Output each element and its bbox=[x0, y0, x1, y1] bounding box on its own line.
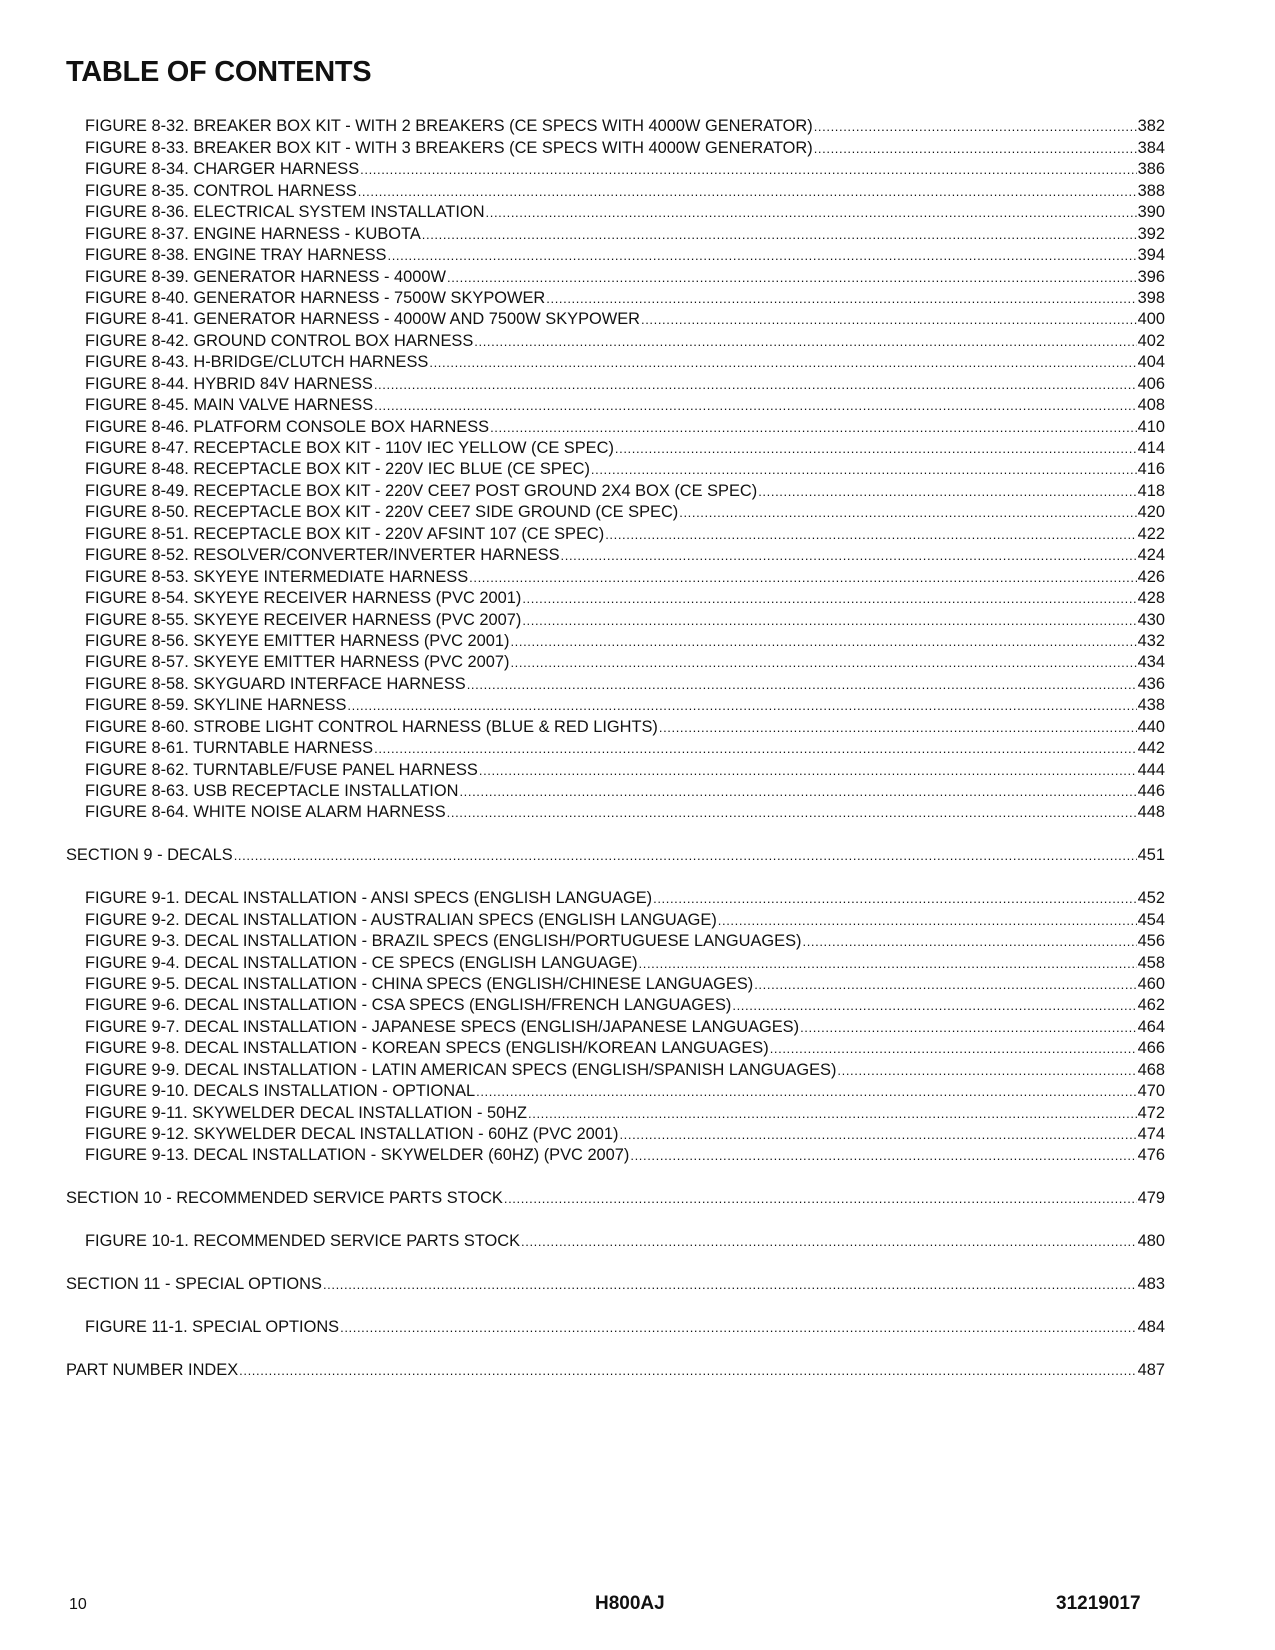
toc-figure-entry[interactable] bbox=[66, 1144, 1165, 1165]
toc-figure-entry[interactable] bbox=[66, 1230, 1165, 1251]
toc-figure-entry[interactable] bbox=[66, 136, 1165, 157]
dot-leader bbox=[659, 718, 1137, 737]
toc-entry-page: 418 bbox=[1137, 481, 1165, 500]
toc-figure-entry[interactable] bbox=[66, 608, 1165, 629]
dot-leader bbox=[561, 546, 1137, 565]
toc-entry-label: FIGURE 8-49. RECEPTACLE BOX KIT - 220V CEE7 POST GROUND 2X4 BOX (CE SPEC) bbox=[85, 481, 758, 500]
dot-leader bbox=[347, 696, 1136, 715]
toc-entry-page: 460 bbox=[1137, 974, 1165, 993]
toc-figure-entry[interactable] bbox=[66, 479, 1165, 500]
toc-entry-page: 432 bbox=[1137, 631, 1165, 650]
toc-entry-label: FIGURE 8-60. STROBE LIGHT CONTROL HARNESS (BLUE & RED LIGHTS) bbox=[85, 717, 658, 736]
toc-section-entry[interactable] bbox=[66, 1273, 1165, 1294]
toc-entry-label: FIGURE 8-33. BREAKER BOX KIT - WITH 3 BREAKERS (CE SPECS WITH 4000W GENERATOR) bbox=[85, 138, 813, 157]
toc-figure-entry[interactable] bbox=[66, 244, 1165, 265]
toc-entry-label: FIGURE 9-10. DECALS INSTALLATION - OPTIONAL bbox=[85, 1082, 476, 1101]
toc-entry-page: 466 bbox=[1137, 1039, 1165, 1058]
dot-leader bbox=[770, 1039, 1137, 1058]
toc-entry-label: FIGURE 9-7. DECAL INSTALLATION - JAPANESE SPECS (ENGLISH/JAPANESE LANGUAGES) bbox=[85, 1017, 800, 1036]
toc-entry-label: FIGURE 8-64. WHITE NOISE ALARM HARNESS bbox=[85, 803, 446, 822]
toc-entry-page: 404 bbox=[1137, 353, 1165, 372]
toc-entry-page: 448 bbox=[1137, 803, 1165, 822]
toc-figure-entry[interactable] bbox=[66, 587, 1165, 608]
toc-entry-page: 470 bbox=[1137, 1082, 1165, 1101]
toc-entry-label: SECTION 9 - DECALS bbox=[66, 846, 233, 865]
dot-leader bbox=[447, 268, 1137, 287]
dot-leader bbox=[422, 225, 1137, 244]
dot-leader bbox=[605, 525, 1136, 544]
toc-figure-entry[interactable] bbox=[66, 887, 1165, 908]
toc-figure-entry[interactable] bbox=[66, 994, 1165, 1015]
toc-entry-page: 426 bbox=[1137, 567, 1165, 586]
dot-leader bbox=[718, 911, 1137, 930]
toc-entry-page: 438 bbox=[1137, 696, 1165, 715]
toc-figure-entry[interactable] bbox=[66, 115, 1165, 136]
footer-doc-number: 31219017 bbox=[1056, 1593, 1141, 1614]
toc-figure-entry[interactable] bbox=[66, 801, 1165, 822]
toc-figure-entry[interactable] bbox=[66, 694, 1165, 715]
toc-entry-label: FIGURE 8-45. MAIN VALVE HARNESS bbox=[85, 396, 374, 415]
toc-entry-label: FIGURE 8-36. ELECTRICAL SYSTEM INSTALLATION bbox=[85, 203, 485, 222]
toc-figure-entry[interactable] bbox=[66, 372, 1165, 393]
toc-entry-page: 408 bbox=[1137, 396, 1165, 415]
toc-figure-entry[interactable] bbox=[66, 265, 1165, 286]
toc-entry-label: SECTION 10 - RECOMMENDED SERVICE PARTS STOCK bbox=[66, 1189, 503, 1208]
toc-entry-label: FIGURE 8-37. ENGINE HARNESS - KUBOTA bbox=[85, 224, 421, 243]
dot-leader bbox=[360, 160, 1136, 179]
toc-entry-page: 400 bbox=[1137, 310, 1165, 329]
toc-section-entry[interactable] bbox=[66, 844, 1165, 865]
dot-leader bbox=[803, 932, 1137, 951]
toc-entry-label: FIGURE 11-1. SPECIAL OPTIONS bbox=[85, 1317, 340, 1336]
toc-entry-label: FIGURE 8-39. GENERATOR HARNESS - 4000W bbox=[85, 267, 446, 286]
toc-section-entry[interactable] bbox=[66, 1358, 1165, 1379]
toc-entry-page: 442 bbox=[1137, 739, 1165, 758]
toc-entry-label: FIGURE 8-51. RECEPTACLE BOX KIT - 220V AFSINT 107 (CE SPEC) bbox=[85, 524, 605, 543]
toc-figure-entry[interactable] bbox=[66, 930, 1165, 951]
toc-section-entry[interactable] bbox=[66, 1187, 1165, 1208]
dot-leader bbox=[374, 396, 1137, 415]
toc-entry-label: FIGURE 8-44. HYBRID 84V HARNESS bbox=[85, 374, 373, 393]
dot-leader bbox=[641, 310, 1137, 329]
dot-leader bbox=[522, 611, 1136, 630]
toc-entry-page: 384 bbox=[1137, 138, 1165, 157]
toc-entry-label: FIGURE 8-43. H-BRIDGE/CLUTCH HARNESS bbox=[85, 353, 429, 372]
toc-entry-label: FIGURE 9-9. DECAL INSTALLATION - LATIN AMERICAN SPECS (ENGLISH/SPANISH LANGUAGES) bbox=[85, 1060, 837, 1079]
dot-leader bbox=[358, 182, 1137, 201]
dot-leader bbox=[504, 1189, 1137, 1208]
toc-entry-label: FIGURE 8-58. SKYGUARD INTERFACE HARNESS bbox=[85, 674, 466, 693]
toc-entry-page: 476 bbox=[1137, 1146, 1165, 1165]
toc-entry-page: 410 bbox=[1137, 417, 1165, 436]
toc-entry-page: 440 bbox=[1137, 717, 1165, 736]
toc-entry-page: 428 bbox=[1137, 589, 1165, 608]
toc-entry-label: FIGURE 9-13. DECAL INSTALLATION - SKYWELDER (60HZ) (PVC 2007) bbox=[85, 1146, 630, 1165]
toc-entry-page: 468 bbox=[1137, 1060, 1165, 1079]
toc-entry-label: FIGURE 9-6. DECAL INSTALLATION - CSA SPECS (ENGLISH/FRENCH LANGUAGES) bbox=[85, 996, 732, 1015]
dot-leader bbox=[754, 975, 1136, 994]
dot-leader bbox=[630, 1146, 1136, 1165]
toc-entry-label: FIGURE 8-59. SKYLINE HARNESS bbox=[85, 696, 347, 715]
toc-entry-label: FIGURE 8-38. ENGINE TRAY HARNESS bbox=[85, 246, 387, 265]
toc-figure-entry[interactable] bbox=[66, 458, 1165, 479]
toc-list bbox=[66, 115, 1165, 1380]
toc-entry-page: 474 bbox=[1137, 1125, 1165, 1143]
dot-leader bbox=[732, 996, 1136, 1015]
toc-entry-label: FIGURE 8-48. RECEPTACLE BOX KIT - 220V IEC BLUE (CE SPEC) bbox=[85, 460, 590, 479]
toc-entry-page: 386 bbox=[1137, 160, 1165, 179]
toc-entry-page: 402 bbox=[1137, 331, 1165, 350]
toc-figure-entry[interactable] bbox=[66, 394, 1165, 415]
toc-entry-page: 434 bbox=[1137, 653, 1165, 672]
toc-entry-page: 398 bbox=[1137, 288, 1165, 307]
toc-figure-entry[interactable] bbox=[66, 222, 1165, 243]
toc-entry-label: FIGURE 8-50. RECEPTACLE BOX KIT - 220V CEE7 SIDE GROUND (CE SPEC) bbox=[85, 503, 679, 522]
toc-entry-page: 483 bbox=[1137, 1275, 1165, 1294]
page-title: TABLE OF CONTENTS bbox=[66, 56, 372, 88]
toc-entry-page: 420 bbox=[1137, 503, 1165, 522]
toc-entry-page: 454 bbox=[1137, 910, 1165, 929]
toc-entry-page: 480 bbox=[1137, 1232, 1165, 1251]
toc-entry-page: 390 bbox=[1137, 203, 1165, 222]
toc-figure-entry[interactable] bbox=[66, 179, 1165, 200]
toc-entry-label: FIGURE 8-47. RECEPTACLE BOX KIT - 110V IEC YELLOW (CE SPEC) bbox=[85, 439, 614, 457]
toc-entry-label: FIGURE 8-54. SKYEYE RECEIVER HARNESS (PVC 2001) bbox=[85, 589, 522, 608]
toc-entry-label: FIGURE 9-11. SKYWELDER DECAL INSTALLATION - 50HZ bbox=[85, 1103, 528, 1122]
toc-figure-entry[interactable] bbox=[66, 501, 1165, 522]
toc-figure-entry[interactable] bbox=[66, 715, 1165, 736]
toc-entry-page: 392 bbox=[1137, 224, 1165, 243]
toc-entry-label: FIGURE 8-61. TURNTABLE HARNESS bbox=[85, 739, 374, 758]
toc-entry-page: 479 bbox=[1137, 1189, 1165, 1208]
dot-leader bbox=[469, 568, 1137, 587]
dot-leader bbox=[479, 761, 1137, 780]
toc-entry-label: FIGURE 8-46. PLATFORM CONSOLE BOX HARNESS bbox=[85, 417, 490, 436]
dot-leader bbox=[323, 1275, 1137, 1294]
dot-leader bbox=[447, 803, 1137, 822]
toc-entry-label: FIGURE 8-62. TURNTABLE/FUSE PANEL HARNESS bbox=[85, 760, 478, 779]
toc-entry-label: FIGURE 10-1. RECOMMENDED SERVICE PARTS STOCK bbox=[85, 1232, 521, 1251]
dot-leader bbox=[374, 739, 1137, 758]
toc-entry-label: FIGURE 8-63. USB RECEPTACLE INSTALLATION bbox=[85, 782, 459, 800]
toc-figure-entry[interactable] bbox=[66, 1316, 1165, 1337]
toc-figure-entry[interactable] bbox=[66, 1037, 1165, 1058]
toc-figure-entry[interactable] bbox=[66, 737, 1165, 758]
dot-leader bbox=[837, 1061, 1136, 1080]
toc-figure-entry[interactable] bbox=[66, 630, 1165, 651]
dot-leader bbox=[619, 1125, 1136, 1144]
dot-leader bbox=[639, 954, 1137, 973]
dot-leader bbox=[467, 675, 1137, 694]
dot-leader bbox=[486, 203, 1137, 222]
toc-figure-entry[interactable] bbox=[66, 780, 1165, 801]
toc-entry-page: 396 bbox=[1137, 267, 1165, 286]
dot-leader bbox=[429, 353, 1136, 372]
toc-figure-entry[interactable] bbox=[66, 908, 1165, 929]
dot-leader bbox=[459, 782, 1136, 801]
dot-leader bbox=[591, 460, 1137, 479]
toc-entry-label: FIGURE 9-8. DECAL INSTALLATION - KOREAN SPECS (ENGLISH/KOREAN LANGUAGES) bbox=[85, 1039, 769, 1058]
toc-entry-page: 430 bbox=[1137, 610, 1165, 629]
toc-entry-page: 464 bbox=[1137, 1017, 1165, 1036]
dot-leader bbox=[239, 1361, 1137, 1380]
toc-figure-entry[interactable] bbox=[66, 1080, 1165, 1101]
toc-figure-entry[interactable] bbox=[66, 1015, 1165, 1036]
toc-figure-entry[interactable] bbox=[66, 1058, 1165, 1079]
toc-entry-label: FIGURE 9-4. DECAL INSTALLATION - CE SPECS (ENGLISH LANGUAGE) bbox=[85, 953, 638, 972]
toc-entry-page: 422 bbox=[1137, 524, 1165, 543]
toc-entry-label: FIGURE 8-53. SKYEYE INTERMEDIATE HARNESS bbox=[85, 567, 469, 586]
dot-leader bbox=[528, 1104, 1137, 1123]
toc-entry-label: PART NUMBER INDEX bbox=[66, 1360, 239, 1379]
toc-figure-entry[interactable] bbox=[66, 951, 1165, 972]
toc-entry-page: 451 bbox=[1137, 846, 1165, 865]
toc-figure-entry[interactable] bbox=[66, 565, 1165, 586]
toc-entry-label: FIGURE 8-35. CONTROL HARNESS bbox=[85, 181, 357, 200]
dot-leader bbox=[521, 1232, 1137, 1251]
toc-entry-label: FIGURE 8-56. SKYEYE EMITTER HARNESS (PVC 2001) bbox=[85, 631, 510, 650]
dot-leader bbox=[234, 846, 1137, 865]
dot-leader bbox=[758, 482, 1136, 501]
toc-entry-label: FIGURE 8-57. SKYEYE EMITTER HARNESS (PVC 2007) bbox=[85, 653, 510, 672]
dot-leader bbox=[615, 439, 1137, 458]
toc-entry-page: 446 bbox=[1137, 782, 1165, 800]
toc-entry-label: SECTION 11 - SPECIAL OPTIONS bbox=[66, 1275, 322, 1294]
toc-entry-label: FIGURE 9-1. DECAL INSTALLATION - ANSI SPECS (ENGLISH LANGUAGE) bbox=[85, 889, 653, 908]
toc-figure-entry[interactable] bbox=[66, 201, 1165, 222]
toc-figure-entry[interactable] bbox=[66, 973, 1165, 994]
dot-leader bbox=[510, 632, 1136, 651]
toc-entry-page: 458 bbox=[1137, 953, 1165, 972]
toc-figure-entry[interactable] bbox=[66, 415, 1165, 436]
dot-leader bbox=[340, 1318, 1137, 1337]
toc-figure-entry[interactable] bbox=[66, 351, 1165, 372]
toc-figure-entry[interactable] bbox=[66, 544, 1165, 565]
toc-entry-label: FIGURE 9-2. DECAL INSTALLATION - AUSTRALIAN SPECS (ENGLISH LANGUAGE) bbox=[85, 910, 717, 929]
dot-leader bbox=[814, 117, 1137, 136]
toc-entry-page: 382 bbox=[1137, 117, 1165, 136]
dot-leader bbox=[522, 589, 1136, 608]
toc-entry-label: FIGURE 8-34. CHARGER HARNESS bbox=[85, 160, 360, 179]
toc-entry-page: 416 bbox=[1137, 460, 1165, 479]
dot-leader bbox=[653, 889, 1137, 908]
dot-leader bbox=[679, 503, 1136, 522]
toc-entry-page: 394 bbox=[1137, 246, 1165, 265]
toc-entry-page: 487 bbox=[1137, 1360, 1165, 1379]
toc-entry-page: 414 bbox=[1137, 439, 1165, 457]
toc-entry-label: FIGURE 8-42. GROUND CONTROL BOX HARNESS bbox=[85, 331, 474, 350]
toc-entry-page: 444 bbox=[1137, 760, 1165, 779]
toc-figure-entry[interactable] bbox=[66, 758, 1165, 779]
toc-entry-label: FIGURE 8-52. RESOLVER/CONVERTER/INVERTER HARNESS bbox=[85, 546, 560, 565]
toc-entry-page: 456 bbox=[1137, 932, 1165, 951]
dot-leader bbox=[387, 246, 1136, 265]
dot-leader bbox=[546, 289, 1136, 308]
toc-entry-page: 424 bbox=[1137, 546, 1165, 565]
toc-figure-entry[interactable] bbox=[66, 1101, 1165, 1122]
toc-entry-page: 452 bbox=[1137, 889, 1165, 908]
toc-figure-entry[interactable] bbox=[66, 158, 1165, 179]
dot-leader bbox=[474, 332, 1136, 351]
toc-figure-entry[interactable] bbox=[66, 1123, 1165, 1144]
footer-page-number: 10 bbox=[69, 1596, 87, 1613]
toc-entry-label: FIGURE 8-55. SKYEYE RECEIVER HARNESS (PVC 2007) bbox=[85, 610, 522, 629]
toc-figure-entry[interactable] bbox=[66, 437, 1165, 458]
toc-entry-page: 484 bbox=[1137, 1317, 1165, 1336]
toc-figure-entry[interactable] bbox=[66, 287, 1165, 308]
dot-leader bbox=[490, 418, 1137, 437]
dot-leader bbox=[800, 1018, 1137, 1037]
toc-entry-page: 436 bbox=[1137, 674, 1165, 693]
toc-figure-entry[interactable] bbox=[66, 522, 1165, 543]
toc-figure-entry[interactable] bbox=[66, 672, 1165, 693]
toc-entry-label: FIGURE 9-5. DECAL INSTALLATION - CHINA SPECS (ENGLISH/CHINESE LANGUAGES) bbox=[85, 974, 754, 993]
toc-entry-label: FIGURE 9-12. SKYWELDER DECAL INSTALLATION - 60HZ (PVC 2001) bbox=[85, 1125, 619, 1143]
dot-leader bbox=[510, 653, 1136, 672]
toc-figure-entry[interactable] bbox=[66, 308, 1165, 329]
toc-entry-label: FIGURE 9-3. DECAL INSTALLATION - BRAZIL SPECS (ENGLISH/PORTUGUESE LANGUAGES) bbox=[85, 932, 802, 951]
toc-entry-page: 462 bbox=[1137, 996, 1165, 1015]
toc-entry-label: FIGURE 8-40. GENERATOR HARNESS - 7500W SKYPOWER bbox=[85, 288, 546, 307]
dot-leader bbox=[374, 375, 1137, 394]
dot-leader bbox=[814, 139, 1137, 158]
toc-entry-page: 472 bbox=[1137, 1103, 1165, 1122]
toc-entry-page: 388 bbox=[1137, 181, 1165, 200]
dot-leader bbox=[476, 1082, 1137, 1101]
toc-entry-label: FIGURE 8-41. GENERATOR HARNESS - 4000W AND 7500W SKYPOWER bbox=[85, 310, 640, 329]
toc-figure-entry[interactable] bbox=[66, 329, 1165, 350]
toc-entry-label: FIGURE 8-32. BREAKER BOX KIT - WITH 2 BREAKERS (CE SPECS WITH 4000W GENERATOR) bbox=[85, 117, 813, 136]
footer-model: H800AJ bbox=[595, 1593, 665, 1614]
toc-figure-entry[interactable] bbox=[66, 651, 1165, 672]
toc-entry-page: 406 bbox=[1137, 374, 1165, 393]
